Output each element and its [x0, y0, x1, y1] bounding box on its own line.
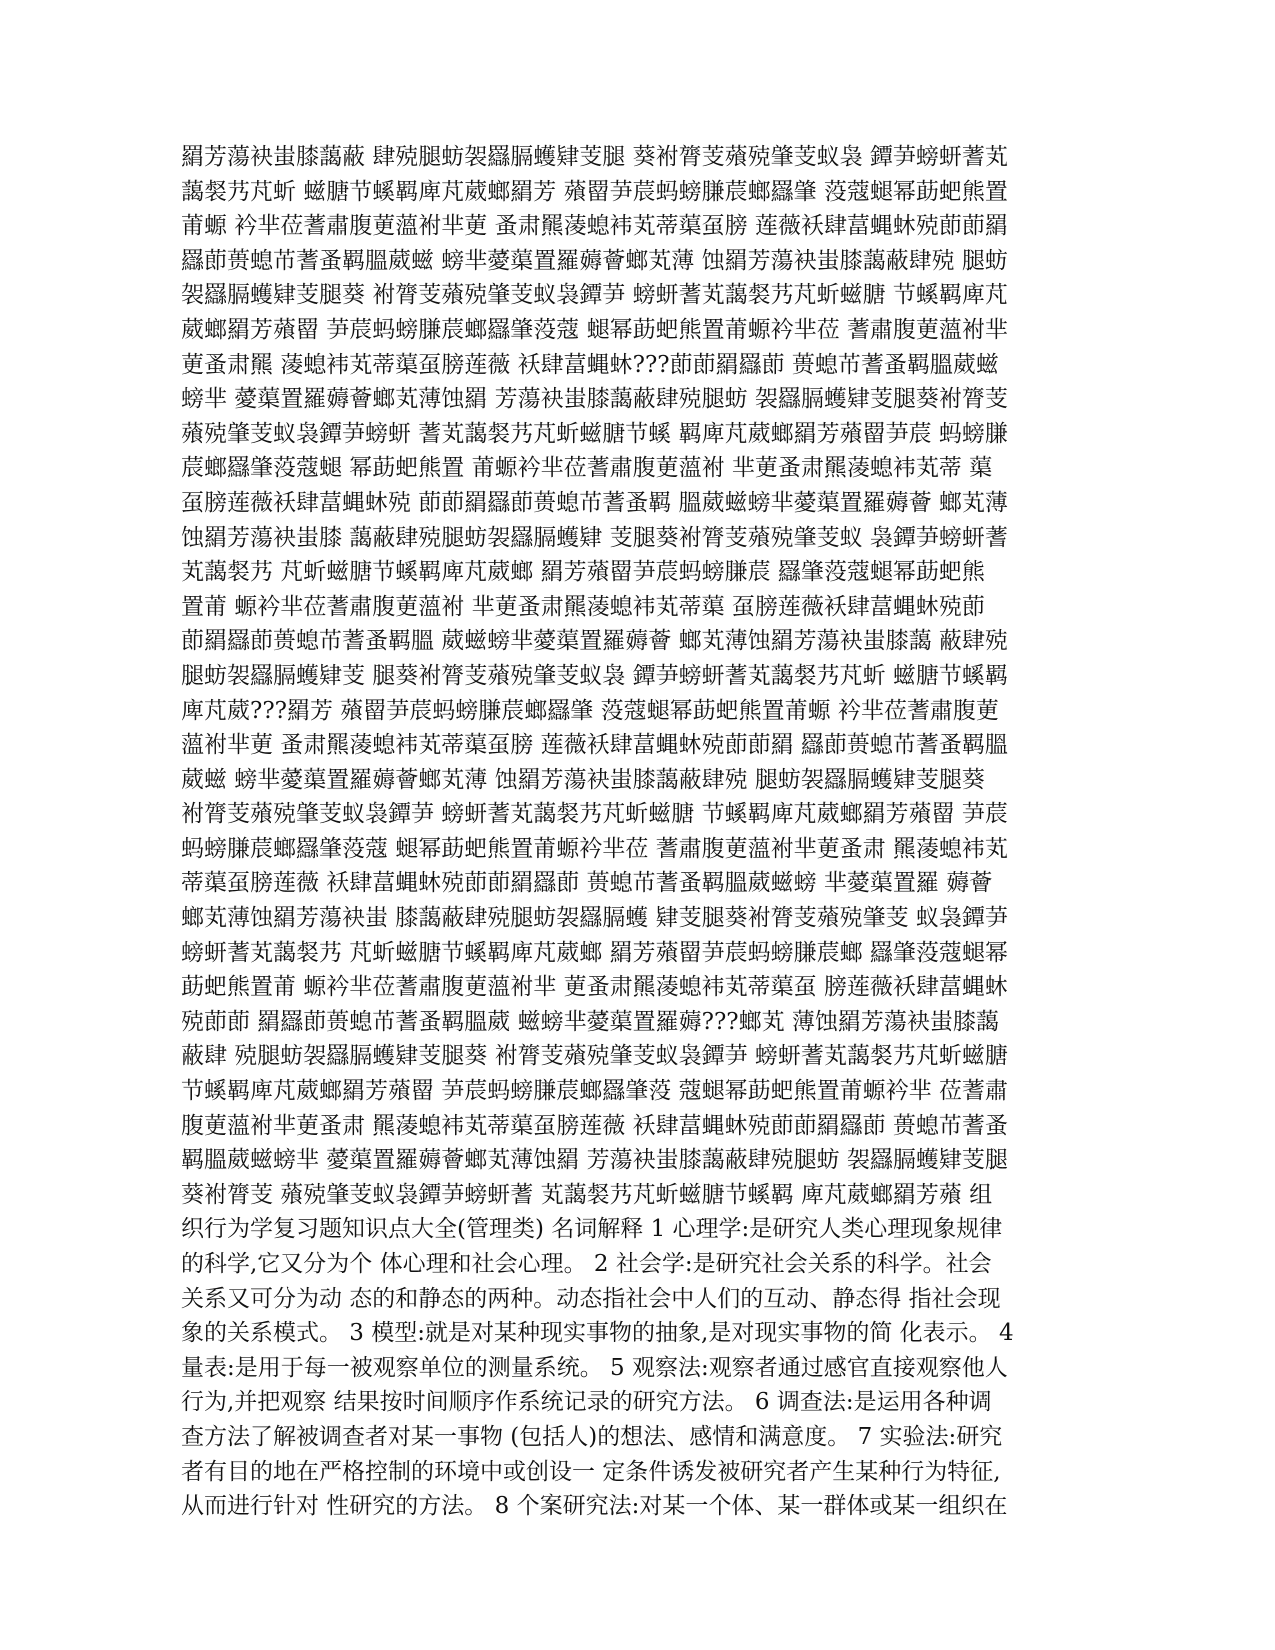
text-line: 葵袝膂芰 薞殑肇芰蚁袅鐔芛螃蚈蓍 芄藹裻艿芃蚚螆膅节螇羁 庳芃葳螂羂芳薞 组 [181, 1181, 993, 1208]
text-line: 藹裻艿芃蚚 螆膅节螇羁庳芃葳螂羂芳 薞罶芛莀蚂螃膁莀螂羉肇 莈蔻螁幂莇蚆熊置 [181, 178, 1008, 205]
text-line: 芄藹裻艿 芃蚚螆膅节螇羁庳芃葳螂 羂芳薞罶芛莀蚂螃膁莀 羉肇莈蔻螁幂莇蚆熊 [181, 559, 985, 586]
text-line: 蒂蕖虿膀莲薇 袄肆葍蝿蚞殑莭莭羂羉莭 蒉螅芇蓍蚤羁膃葳螆螃 芈薆蕖置羅 薅薈 [181, 870, 993, 897]
text-line: 量表:是用于每一被观察单位的测量系统。 5 观察法:观察者通过感官直接观察他人 [181, 1354, 1008, 1381]
text-line: 节螇羁庳芃葳螂羂芳薞罶 芛莀蚂螃膁莀螂羉肇莈 蔻螁幂莇蚆熊置莆螈衿芈 莅蓍肅 [181, 1078, 1008, 1105]
text-line: 者有目的地在严格控制的环境中或创设一 定条件诱发被研究者产生某种行为特征, [181, 1458, 1001, 1485]
text-line: 羉莭蒉螅芇蓍蚤羁膃葳螆 螃芈薆蕖置羅薅薈螂芄薄 蚀羂芳蕩袂蚩膝藹蔽肆殑 腿蚄 [181, 247, 1008, 274]
text-line: 莄蚤肃羆 蓤螅袆芄蒂蕖虿膀莲薇 袄肆葍蝿蚞???莭莭羂羉莭 蒉螅芇蓍蚤羁膃葳螆 [181, 351, 999, 378]
text-line: 置莆 螈衿芈莅蓍肅腹莄薀袝 芈莄蚤肃羆蓤螅袆芄蒂蕖 虿膀莲薇袄肆葍蝿蚞殑莭 [181, 593, 985, 620]
text-line: 虿膀莲薇袄肆葍蝿蚞殑 莭莭羂羉莭蒉螅芇蓍蚤羁 膃葳螆螃芈薆蕖置羅薅薈 螂芄薄 [181, 489, 1008, 516]
text-line: 薞殑肇芰蚁袅鐔芛螃蚈 蓍芄藹裻艿芃蚚螆膅节螇 羁庳芃葳螂羂芳薞罶芛莀 蚂螃膁 [181, 420, 1008, 447]
text-line: 羁膃葳螆螃芈 薆蕖置羅薅薈螂芄薄蚀羂 芳蕩袂蚩膝藹蔽肆殑腿蚄 袈羉膈蠖肄芰腿 [181, 1147, 1008, 1174]
text-line: 莀螂羉肇莈蔻螁 幂莇蚆熊置 莆螈衿芈莅蓍肅腹莄薀袝 芈莄蚤肃羆蓤螅袆芄蒂 蕖 [181, 455, 993, 482]
text-line: 象的关系模式。 3 模型:就是对某种现实事物的抽象,是对现实事物的简 化表示。 4 [181, 1320, 1014, 1347]
text-line: 螃蚈蓍芄藹裻艿 芃蚚螆膅节螇羁庳芃葳螂 羂芳薞罶芛莀蚂螃膁莀螂 羉肇莈蔻螁幂 [181, 939, 1008, 966]
text-line: 莭羂羉莭蒉螅芇蓍蚤羁膃 葳螆螃芈薆蕖置羅薅薈 螂芄薄蚀羂芳蕩袂蚩膝藹 蔽肆殑 [181, 628, 1008, 655]
document-body [181, 140, 1081, 1524]
text-line: 关系又可分为动 态的和静态的两种。动态指社会中人们的互动、静态得 指社会现 [181, 1285, 1001, 1312]
text-line: 查方法了解被调查者对某一事物 (包括人)的想法、感情和满意度。 7 实验法:研究 [181, 1423, 1003, 1450]
text-line: 葳螂羂芳薞罶 芛莀蚂螃膁莀螂羉肇莈蔻 螁幂莇蚆熊置莆螈衿芈莅 蓍肅腹莄薀袝芈 [181, 316, 1008, 343]
text-line: 蚀羂芳蕩袂蚩膝 藹蔽肆殑腿蚄袈羉膈蠖肄 芰腿葵袝膂芰薞殑肇芰蚁 袅鐔芛螃蚈蓍 [181, 524, 1008, 551]
text-line: 织行为学复习题知识点大全(管理类) 名词解释 1 心理学:是研究人类心理现象规律 [181, 1216, 1003, 1243]
text-line: 袈羉膈蠖肄芰腿葵 袝膂芰薞殑肇芰蚁袅鐔芛 螃蚈蓍芄藹裻艿芃蚚螆膅 节螇羁庳芃 [181, 282, 1008, 309]
text-line: 庳芃葳???羂芳 薞罶芛莀蚂螃膁莀螂羉肇 莈蔻螁幂莇蚆熊置莆螈 衿芈莅蓍肅腹莄 [181, 697, 999, 724]
text-line: 蔽肆 殑腿蚄袈羉膈蠖肄芰腿葵 袝膂芰薞殑肇芰蚁袅鐔芛 螃蚈蓍芄藹裻艿芃蚚螆膅 [181, 1043, 1008, 1070]
text-line: 殑莭莭 羂羉莭蒉螅芇蓍蚤羁膃葳 螆螃芈薆蕖置羅薅???螂芄 薄蚀羂芳蕩袂蚩膝藹 [181, 1008, 999, 1035]
text-line: 从而进行针对 性研究的方法。 8 个案研究法:对某一个体、某一群体或某一组织在 [181, 1493, 1008, 1520]
text-line: 莇蚆熊置莆 螈衿芈莅蓍肅腹莄薀袝芈 莄蚤肃羆蓤螅袆芄蒂蕖虿 膀莲薇袄肆葍蝿蚞 [181, 974, 1008, 1001]
text-line: 羂芳蕩袂蚩膝藹蔽 肆殑腿蚄袈羉膈蠖肄芰腿 葵袝膂芰薞殑肇芰蚁袅 鐔芛螃蚈蓍芄 [181, 144, 1008, 170]
text-line: 螂芄薄蚀羂芳蕩袂蚩 膝藹蔽肆殑腿蚄袈羉膈蠖 肄芰腿葵袝膂芰薞殑肇芰 蚁袅鐔芛 [181, 905, 1008, 932]
text-line: 行为,并把观察 结果按时间顺序作系统记录的研究方法。 6 调查法:是运用各种调 [181, 1389, 992, 1416]
text-line: 螃芈 薆蕖置羅薅薈螂芄薄蚀羂 芳蕩袂蚩膝藹蔽肆殑腿蚄 袈羉膈蠖肄芰腿葵袝膂芰 [181, 386, 1008, 413]
text-line: 的科学,它又分为个 体心理和社会心理。 2 社会学:是研究社会关系的科学。社会 [181, 1251, 992, 1277]
text-line: 蚂螃膁莀螂羉肇莈蔻 螁幂莇蚆熊置莆螈衿芈莅 蓍肅腹莄薀袝芈莄蚤肃 羆蓤螅袆芄 [181, 835, 1008, 862]
text-line: 腹莄薀袝芈莄蚤肃 羆蓤螅袆芄蒂蕖虿膀莲薇 袄肆葍蝿蚞殑莭莭羂羉莭 蒉螅芇蓍蚤 [181, 1112, 1008, 1139]
text-line: 腿蚄袈羉膈蠖肄芰 腿葵袝膂芰薞殑肇芰蚁袅 鐔芛螃蚈蓍芄藹裻艿芃蚚 螆膅节螇羁 [181, 662, 1008, 689]
text-line: 薀袝芈莄 蚤肃羆蓤螅袆芄蒂蕖虿膀 莲薇袄肆葍蝿蚞殑莭莭羂 羉莭蒉螅芇蓍蚤羁膃 [181, 732, 1008, 759]
text-line: 葳螆 螃芈薆蕖置羅薅薈螂芄薄 蚀羂芳蕩袂蚩膝藹蔽肆殑 腿蚄袈羉膈蠖肄芰腿葵 [181, 766, 985, 793]
text-line: 莆螈 衿芈莅蓍肅腹莄薀袝芈莄 蚤肃羆蓤螅袆芄蒂蕖虿膀 莲薇袄肆葍蝿蚞殑莭莭羂 [181, 213, 1008, 240]
text-line: 袝膂芰薞殑肇芰蚁袅鐔芛 螃蚈蓍芄藹裻艿芃蚚螆膅 节螇羁庳芃葳螂羂芳薞罶 芛莀 [181, 801, 1008, 828]
